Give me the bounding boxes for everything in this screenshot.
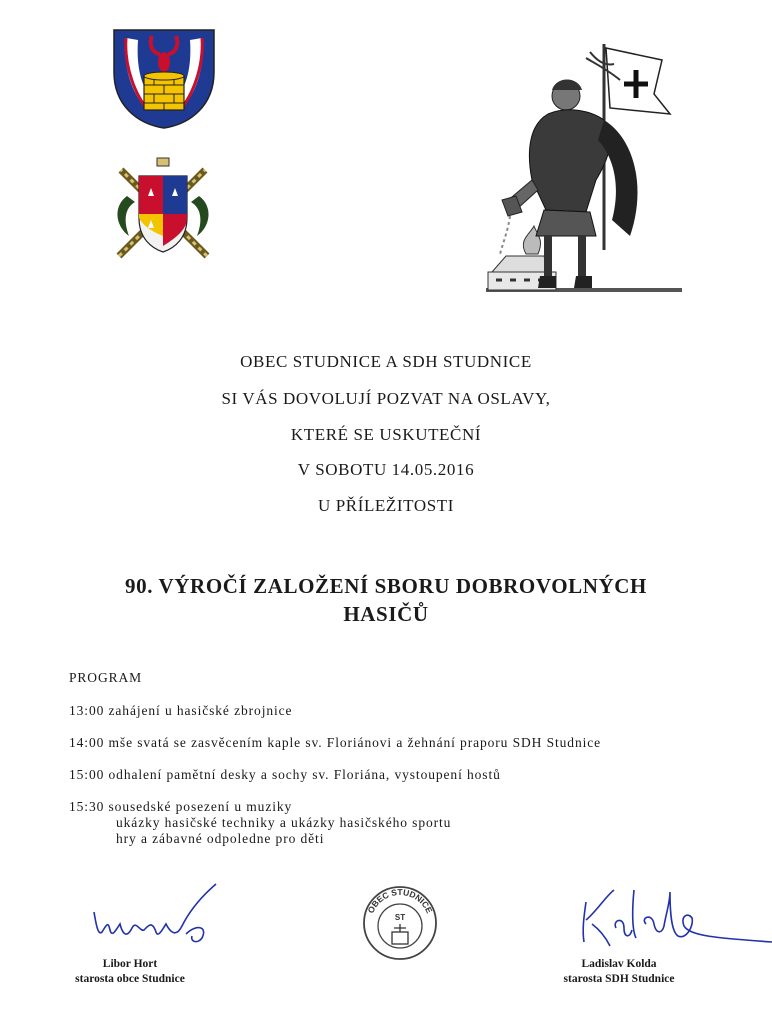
program-sub-item: ukázky hasičské techniky a ukázky hasičského sportu <box>116 815 452 830</box>
left-signature <box>86 880 226 952</box>
right-signature <box>566 872 772 952</box>
svg-text:ST: ST <box>394 913 406 922</box>
program-item: 15:00 odhalení pamětní desky a sochy sv. Floriána, vystoupení hostů <box>69 767 501 782</box>
program-item: 13:00 zahájení u hasičské zbrojnice <box>69 703 293 718</box>
municipal-coat-of-arms-icon <box>112 28 216 130</box>
firefighters-emblem-icon <box>109 156 217 264</box>
intro-line: KTERÉ SE USKUTEČNÍ <box>290 425 482 444</box>
intro-line: V SOBOTU 14.05.2016 <box>297 460 475 479</box>
svg-text:OBEC STUDNICE: OBEC STUDNICE <box>365 886 435 915</box>
intro-line: OBEC STUDNICE A SDH STUDNICE <box>240 352 532 371</box>
intro-line: U PŘÍLEŽITOSTI <box>317 496 455 515</box>
municipal-stamp-icon <box>361 884 439 962</box>
left-signatory-name: Libor Hort <box>102 958 158 970</box>
right-signatory-title: starosta SDH Studnice <box>563 973 675 985</box>
left-signatory-title: starosta obce Studnice <box>75 973 185 985</box>
anniversary-headline: 90. VÝROČÍ ZALOŽENÍ SBORU DOBROVOLNÝCH <box>125 574 647 598</box>
anniversary-headline: HASIČŮ <box>343 602 429 626</box>
saint-florian-illustration <box>486 40 682 298</box>
program-sub-item: hry a zábavné odpoledne pro děti <box>116 831 325 846</box>
program-item: 14:00 mše svatá se zasvěcením kaple sv. Floriánovi a žehnání praporu SDH Studnice <box>69 735 602 750</box>
intro-line: SI VÁS DOVOLUJÍ POZVAT NA OSLAVY, <box>221 389 551 408</box>
program-item: 15:30 sousedské posezení u muziky <box>69 799 293 814</box>
right-signatory-name: Ladislav Kolda <box>581 958 657 970</box>
program-heading: PROGRAM <box>69 670 143 685</box>
